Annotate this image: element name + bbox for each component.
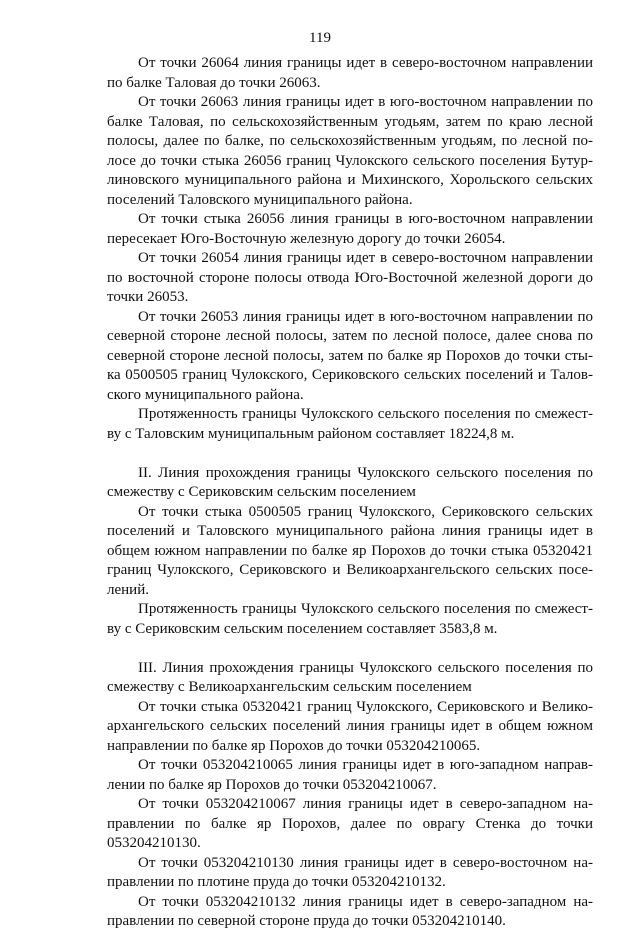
paragraph: [107, 405, 593, 444]
section-spacer: [107, 639, 593, 659]
paragraph: [107, 249, 593, 308]
text-line: От точки 26054 линия границы идет в северо-восточном направлении: [138, 250, 593, 266]
paragraph: [107, 659, 593, 698]
text-line: От точки 053204210132 линия границы идет в северо-западном на-: [138, 893, 593, 910]
text-line: лении по балке яр Порохов до точки 053204210067.: [107, 776, 437, 793]
text-line: ву с Сериковским сельским поселением составляет 3583,8 м.: [107, 620, 498, 637]
text-line: правлении по северной стороне пруда до точки 053204210140.: [107, 913, 506, 929]
text-line: Протяженность границы Чулокского сельского поселения по смежест-: [138, 406, 593, 422]
text-line: От точки 053204210065 линия границы идет в юго-западном направ-: [138, 757, 593, 773]
paragraph: [107, 54, 593, 93]
text-line: От точки стыка 26056 линия границы в юго-восточном направлении: [138, 211, 593, 227]
text-line: ву с Таловским муниципальным районом составляет 18224,8 м.: [107, 425, 515, 442]
document-body: [107, 54, 593, 932]
paragraph: [107, 854, 593, 893]
text-line: Протяженность границы Чулокского сельского поселения по смежест-: [138, 601, 593, 617]
text-line: II. Линия прохождения границы Чулокского сельского поселения по: [138, 464, 593, 481]
text-line: линовского муниципального района и Михинского, Хорольского сельских: [107, 172, 593, 188]
text-line: по восточной стороне полосы отвода Юго-Восточной железной дороги до: [107, 269, 593, 286]
text-line: направлении по балке яр Порохов до точки 053204210065.: [107, 737, 481, 754]
paragraph: [107, 93, 593, 210]
text-line: лосе до точки стыка 26056 границ Чулокского сельского поселения Бутур-: [107, 152, 593, 169]
text-line: правлении по плотине пруда до точки 053204210132.: [107, 874, 446, 890]
text-line: архангельского сельских поселений линия границы идет в общем южном: [107, 718, 593, 734]
text-line: пересекает Юго-Восточную железную дорогу до точки 26054.: [107, 230, 506, 247]
paragraph: [107, 756, 593, 795]
paragraph: [107, 308, 593, 406]
text-line: северной стороне лесной полосы, затем по лесной полосе, далее снова по: [107, 328, 593, 344]
text-line: От точки 26063 линия границы идет в юго-восточном направлении по: [138, 94, 593, 110]
paragraph: [107, 600, 593, 639]
text-line: поселений Таловского муниципального района.: [107, 191, 413, 208]
text-line: поселений и Таловского муниципального района линия границы идет в: [107, 523, 593, 539]
text-line: северной стороне лесной полосы, затем по балке яр Порохов до точки сты-: [107, 347, 593, 364]
text-line: От точки стыка 05320421 границ Чулокского, Сериковского и Велико-: [138, 698, 593, 715]
paragraph: [107, 893, 593, 932]
text-line: От точки 26064 линия границы идет в северо-восточном направлении: [138, 55, 593, 71]
text-line: От точки 053204210067 линия границы идет в северо-западном на-: [138, 796, 593, 812]
paragraph: [107, 464, 593, 503]
text-line: ка 0500505 границ Чулокского, Сериковского сельских поселений и Талов-: [107, 367, 593, 383]
text-line: От точки 053204210130 линия границы идет в северо-восточном на-: [138, 854, 593, 871]
paragraph: [107, 698, 593, 757]
text-line: От точки 26053 линия границы идет в юго-восточном направлении по: [138, 308, 593, 325]
text-line: ского муниципального района.: [107, 386, 304, 403]
text-line: полосы, далее по балке, по сельскохозяйственным угодьям, по лесной по-: [107, 133, 593, 149]
page-number: 119: [309, 30, 331, 46]
text-line: От точки стыка 0500505 границ Чулокского, Сериковского сельских: [138, 503, 593, 520]
paragraph: [107, 503, 593, 601]
text-line: балке Таловая, по сельскохозяйственным угодьям, затем по краю лесной: [107, 113, 593, 130]
paragraph: [107, 795, 593, 854]
text-line: смежеству с Сериковским сельским поселением: [107, 484, 416, 500]
paragraph: [107, 210, 593, 249]
text-line: границ Чулокского, Сериковского и Великоархангельского сельских посе-: [107, 562, 593, 578]
text-line: точки 26053.: [107, 289, 189, 305]
text-line: общем южном направлении по балке яр Порохов до точки стыка 05320421: [107, 542, 593, 559]
text-line: правлении по балке яр Порохов, далее по оврагу Стенка до точки: [107, 815, 593, 832]
text-line: III. Линия прохождения границы Чулокского сельского поселения по: [138, 659, 593, 676]
text-line: 053204210130.: [107, 835, 201, 851]
text-line: лений.: [107, 581, 149, 598]
section-spacer: [107, 444, 593, 464]
text-line: по балке Таловая до точки 26063.: [107, 74, 321, 91]
text-line: смежеству с Великоархангельским сельским поселением: [107, 679, 472, 695]
